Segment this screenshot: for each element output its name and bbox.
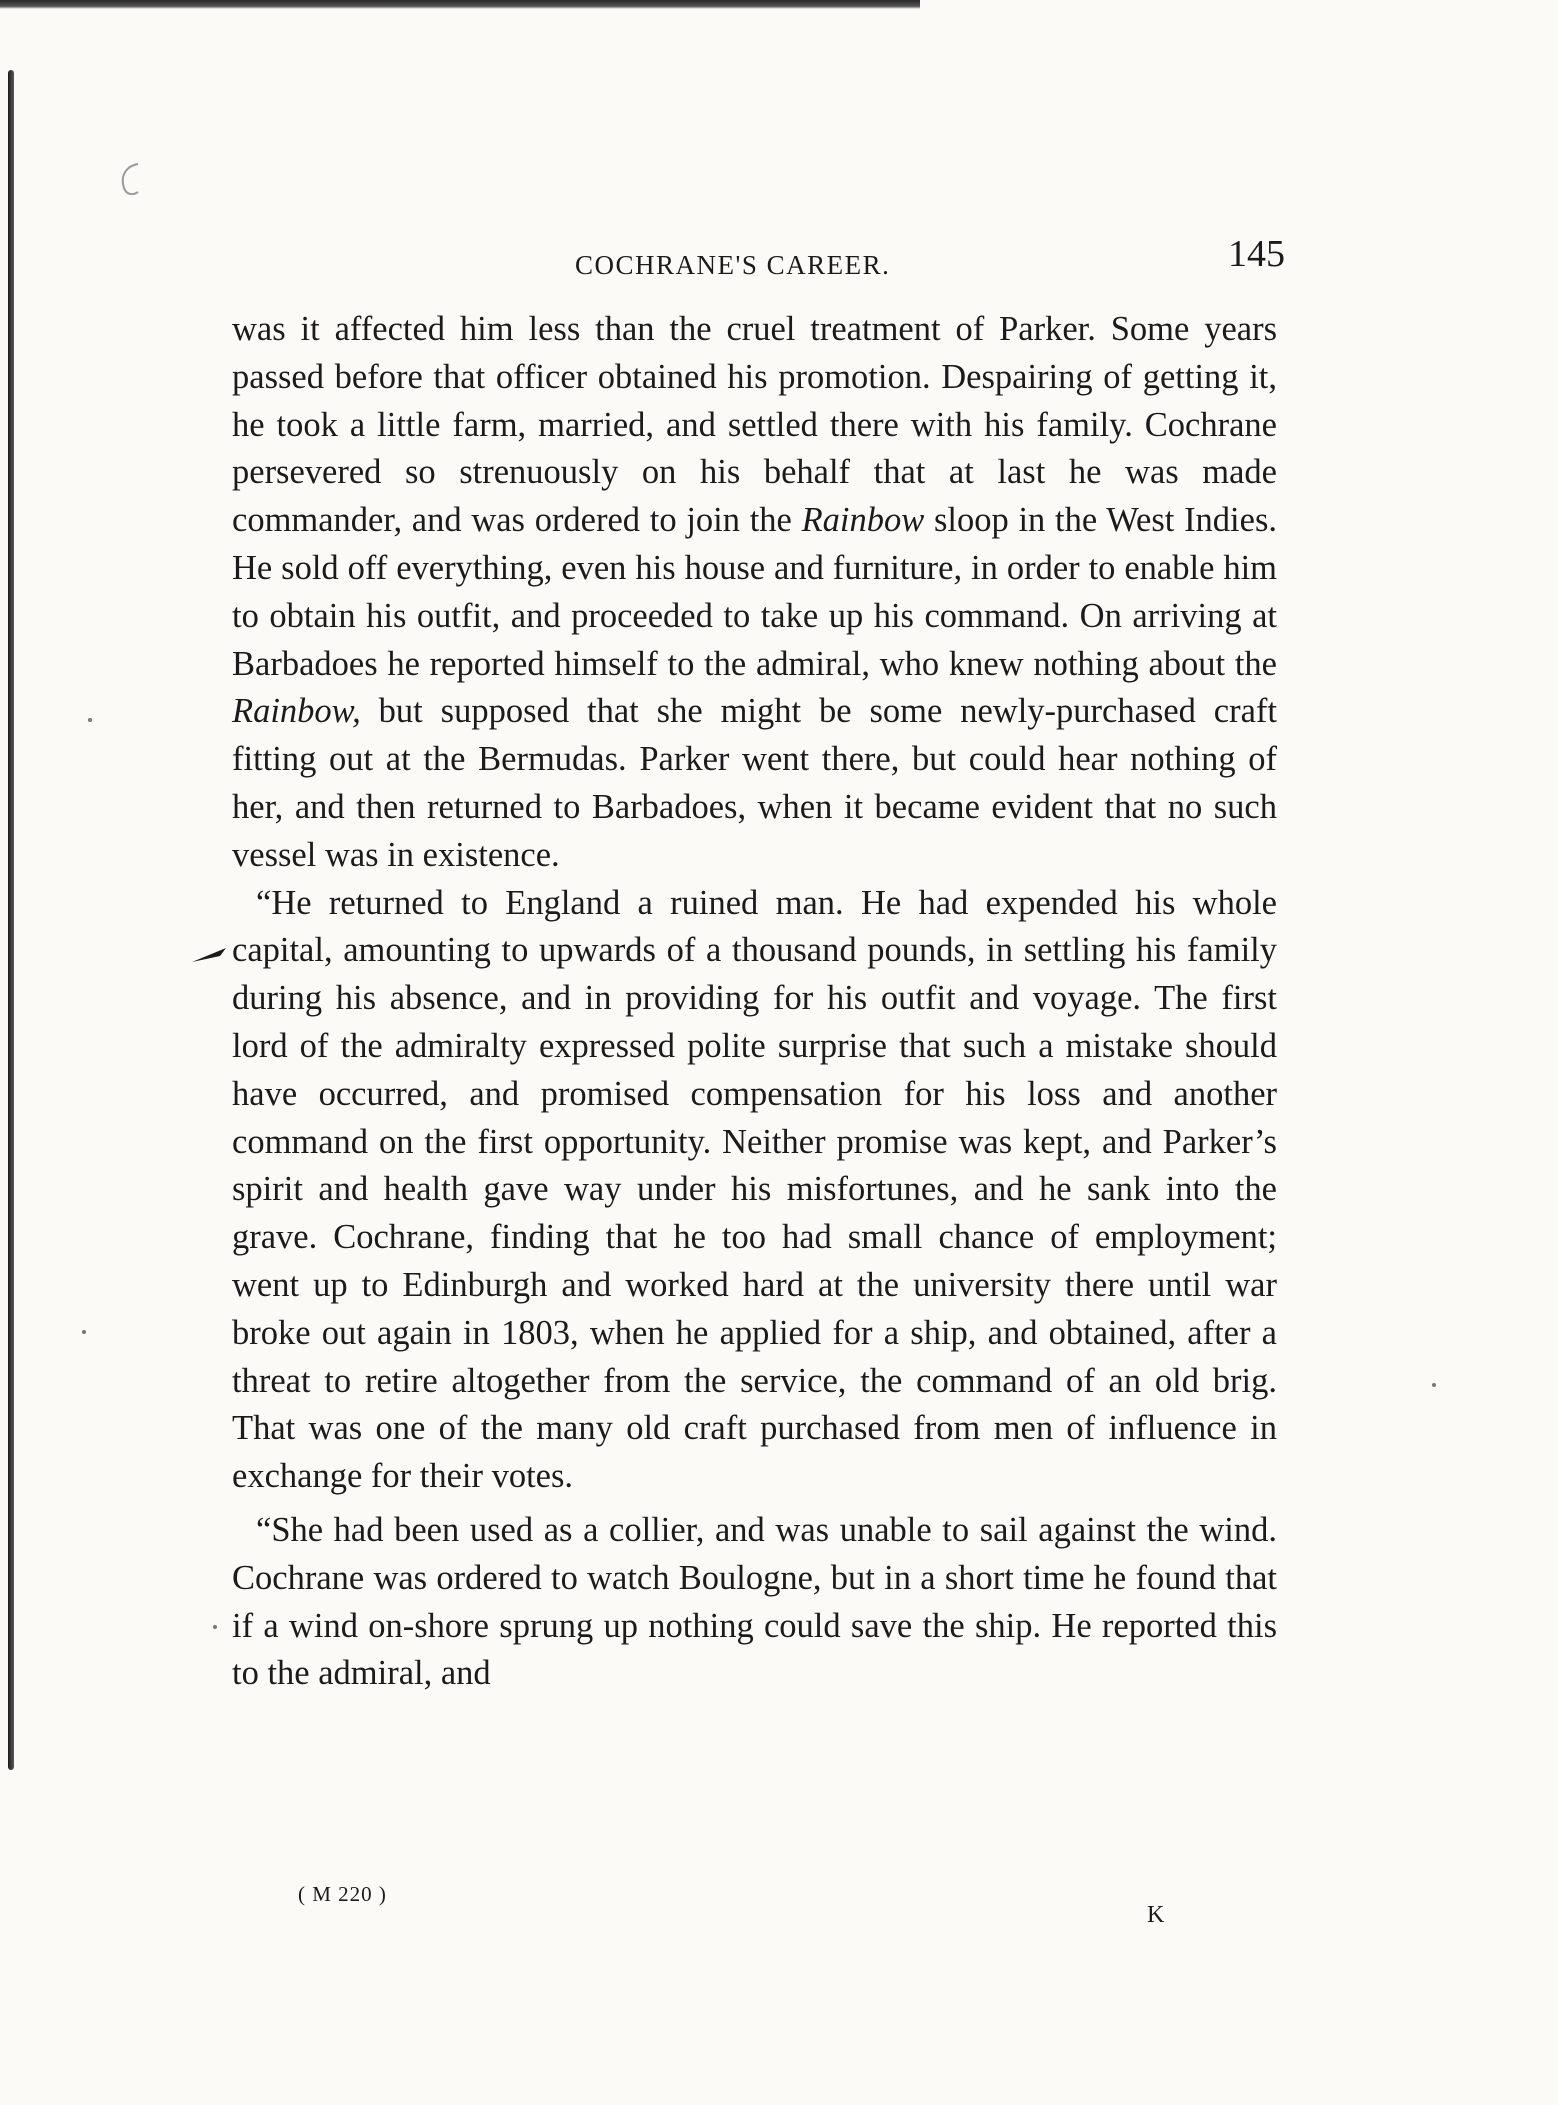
ship-name-rainbow: Rainbow xyxy=(801,501,925,540)
printer-signature: ( M 220 ) xyxy=(298,1882,387,1906)
gathering-mark: K xyxy=(1147,1902,1165,1928)
speck xyxy=(1432,1383,1436,1387)
speck xyxy=(82,1330,86,1334)
paragraph-1-text-a: was it affected him less than the cruel treatment of Parker. Some years passed before that officer obtained his promotion. Despairing of getting it, he took a little farm, married, and settled there with his family. Cochrane persevered so strenuously on his behalf that at last he was made commander, and was ordered to join the xyxy=(232,310,1277,540)
page-number: 145 xyxy=(1228,233,1285,275)
margin-pen-mark-icon xyxy=(190,946,230,964)
paragraph-1 xyxy=(232,306,1277,880)
speck xyxy=(213,1625,217,1629)
page-top-edge xyxy=(0,0,920,9)
paragraph-1-text-c: but supposed that she might be some newly-purchased craft fitting out at the Bermudas. Parker went there, but could hear nothing of her, and then returned to Barbadoes, when it became evident that no such vessel was in existence. xyxy=(232,692,1277,874)
paragraph-3: “She had been used as a collier, and was unable to sail against the wind. Cochrane was ordered to watch Boulogne, but in a short time he found that if a wind on-shore sprung up nothing could save the ship. He reported this to the admiral, and xyxy=(232,1510,1277,1693)
paragraph-2: “He returned to England a ruined man. He had expended his whole capital, amounting to upwards of a thousand pounds, in settling his family during his absence, and in providing for his outfit and voyage. The first lord of the admiralty expressed polite surprise that such a mistake should have occurred, and promised compensation for his loss and another command on the first opportunity. Neither promise was kept, and Parker’s spirit and health gave way under his misfortunes, and he sank into the grave. Cochrane, finding that he too had small chance of employment; went up to Edinburgh and worked hard at the university there until war broke out again in 1803, when he applied for a ship, and obtained, after a threat to retire altogether from the service, the command of an old brig. That was one of the many old craft purchased from men of influence in exchange for their votes. xyxy=(232,883,1277,1496)
binding-edge xyxy=(8,70,14,1770)
running-head: COCHRANE'S CAREER. xyxy=(575,250,891,280)
paragraph-1-text-b: sloop in the West Indies. He sold off everything, even his house and furniture, in order to enable him to obtain his outfit, and proceeded to take up his command. On arriving at Barbadoes he reported himself to the admiral, who knew nothing about the xyxy=(232,501,1278,683)
body-text xyxy=(232,306,1277,1698)
speck xyxy=(88,718,92,722)
pencil-mark-icon xyxy=(116,160,146,202)
ship-name-rainbow-2: Rainbow, xyxy=(232,692,361,731)
